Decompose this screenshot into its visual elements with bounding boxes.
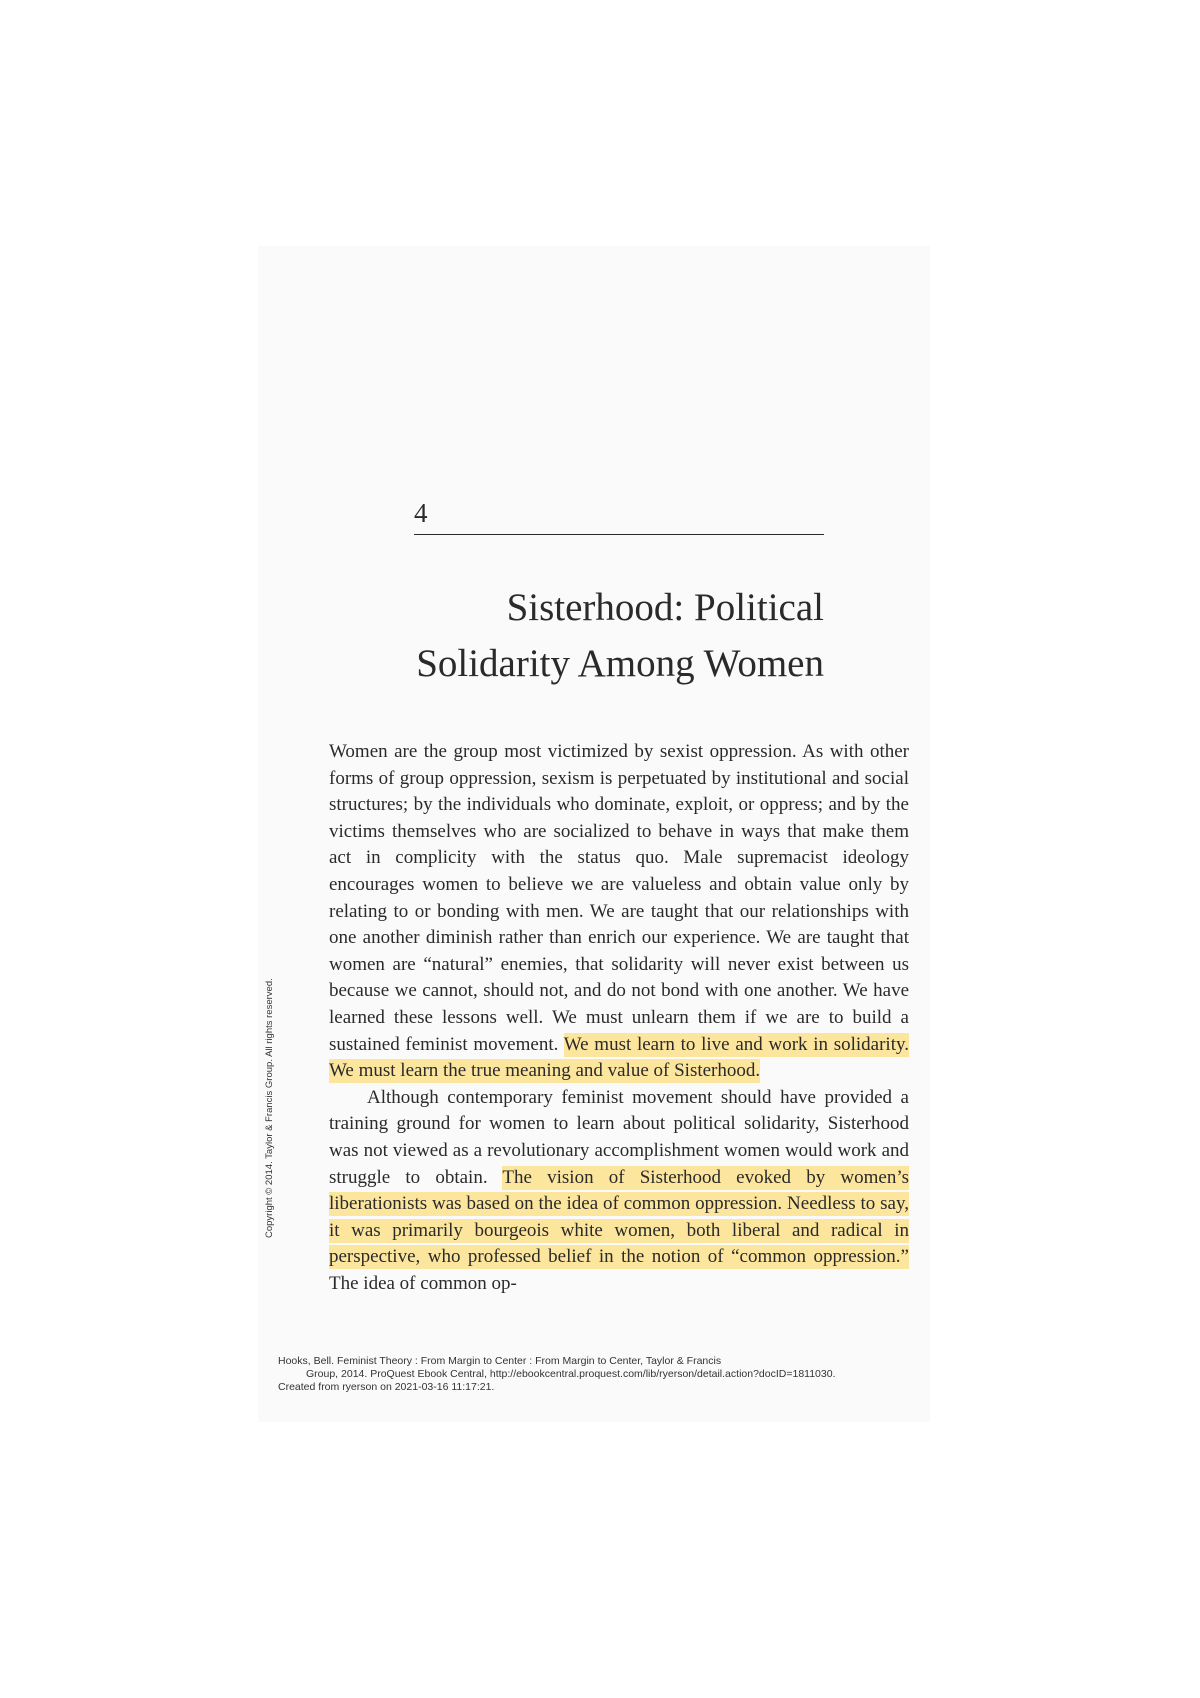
citation-footer — [278, 1355, 918, 1394]
copyright-notice: Copyright © 2014. Taylor & Francis Group. All rights reserved. — [264, 978, 275, 1238]
citation-line-2: Group, 2014. ProQuest Ebook Central, http://ebookcentral.proquest.com/lib/ryerson/detail.action?docID=1811030. — [306, 1368, 836, 1380]
paragraph-2 — [329, 1085, 909, 1298]
citation-line-3: Created from ryerson on 2021-03-16 11:17:21. — [278, 1381, 495, 1393]
chapter-title-line-2: Solidarity Among Women — [416, 642, 824, 685]
body-text — [329, 739, 909, 1297]
chapter-rule — [414, 534, 824, 535]
paragraph-1 — [329, 739, 909, 1085]
citation-line-1: Hooks, Bell. Feminist Theory : From Margin to Center : From Margin to Center, Taylor & Francis — [278, 1355, 722, 1367]
highlighted-passage-2[interactable]: The vision of Sisterhood evoked by women’s liberationists was based on the idea of common oppression. Needless to say, it was primarily bourgeois white women, both liberal and radical in perspective, who professed belief in the notion of “common oppression.” — [329, 1166, 909, 1268]
paragraph-2-text: Although contemporary feminist movement should have provided a training ground for women to learn about political solidarity, Sisterhood was not viewed as a revolutionary accomplishment women would work and struggle to obtain. — [329, 1086, 909, 1188]
chapter-title — [340, 580, 824, 692]
paragraph-1-text: Women are the group most victimized by sexist oppression. As with other forms of group oppression, sexism is perpetuated by institutional and social structures; by the individuals who dominate, exploit, or oppress; and by the victims themselves who are socialized to behave in ways that make them act in complicity with the status quo. Male supremacist ideology encourages women to believe we are valueless and obtain value only by relating to or bonding with men. We are taught that our relationships with one another diminish rather than enrich our experience. We are taught that women are “natural” enemies, that solidarity will never exist between us because we cannot, should not, and do not bond with one another. We have learned these lessons well. We must unlearn them if we are to build a sustained feminist movement. — [329, 741, 909, 1055]
highlighted-passage-1[interactable]: We must learn to live and work in solidarity. We must learn the true meaning and value of Sisterhood. — [329, 1033, 910, 1082]
chapter-title-line-1: Sisterhood: Political — [506, 586, 824, 629]
chapter-number: 4 — [414, 498, 428, 528]
paragraph-2-text-end: The idea of common op- — [329, 1272, 517, 1294]
